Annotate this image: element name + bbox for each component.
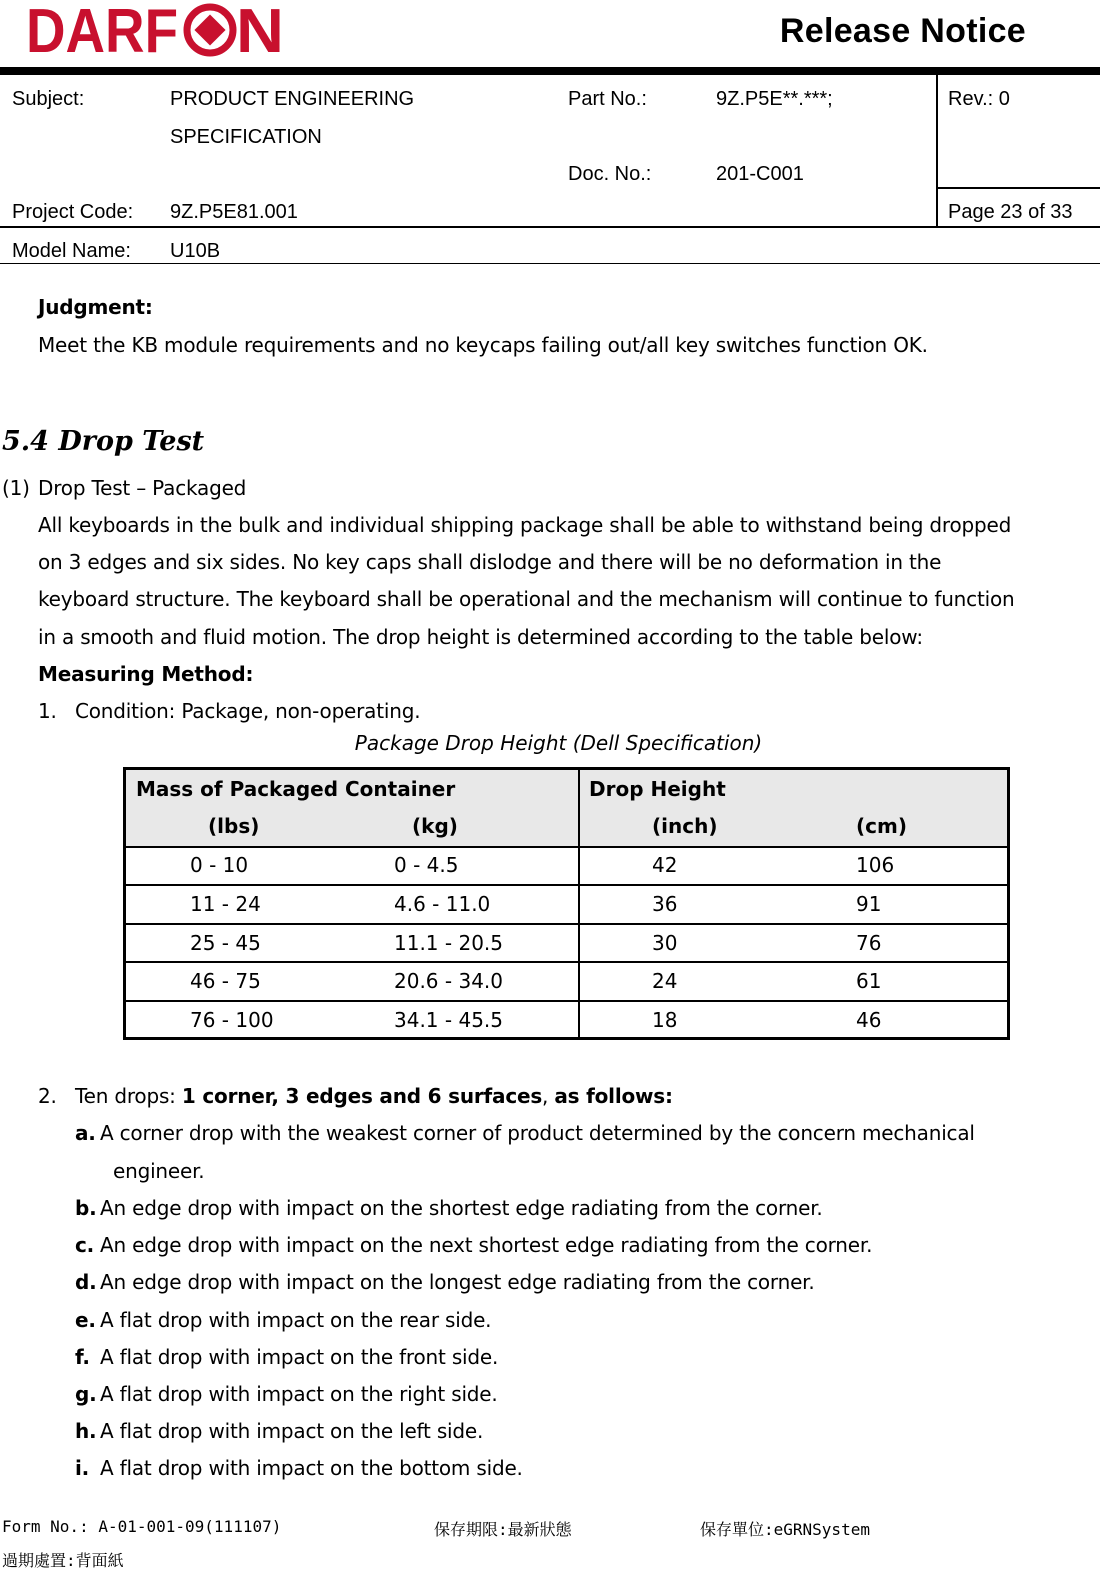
drop-item-text: An edge drop with impact on the longest edge radiating from the corner. xyxy=(100,1270,815,1294)
step1-number: 1. xyxy=(38,699,57,723)
paragraph-line: All keyboards in the bulk and individual shipping package shall be able to withstand being dropped xyxy=(38,513,1012,537)
col-header-lbs: (lbs) xyxy=(208,814,260,838)
table-row-divider xyxy=(126,1000,1007,1002)
col-header-kg: (kg) xyxy=(412,814,458,838)
table-cell: 34.1 - 45.5 xyxy=(394,1008,503,1032)
table-cell: 20.6 - 34.0 xyxy=(394,969,503,993)
drop-item-text: A flat drop with impact on the left side. xyxy=(100,1419,484,1443)
table-cell: 76 - 100 xyxy=(190,1008,274,1032)
drop-item-letter: c. xyxy=(75,1233,95,1257)
drop-item-letter: a. xyxy=(75,1121,96,1145)
table-cell: 0 - 10 xyxy=(190,853,249,877)
document-title: Release Notice xyxy=(779,12,1026,50)
paragraph-line: keyboard structure. The keyboard shall be operational and the mechanism will continue to function xyxy=(38,587,1015,611)
doc-no-value: 201-C001 xyxy=(716,163,804,185)
subject-label: Subject: xyxy=(12,88,85,110)
drop-item-text: An edge drop with impact on the shortest edge radiating from the corner. xyxy=(100,1196,823,1220)
table-cell: 11 - 24 xyxy=(190,892,261,916)
drop-item-letter: f. xyxy=(75,1345,90,1369)
table-cell: 18 xyxy=(652,1008,678,1032)
table-cell: 0 - 4.5 xyxy=(394,853,459,877)
header-divider-model xyxy=(0,263,1100,264)
svg-text:N: N xyxy=(236,2,284,58)
darfon-logo xyxy=(26,2,286,58)
drop-item-letter: d. xyxy=(75,1270,97,1294)
subject-value-line2: SPECIFICATION xyxy=(170,126,322,148)
step2-bold-follows: as follows: xyxy=(554,1084,673,1108)
table-row-divider xyxy=(126,846,1007,848)
drop-item-text: A corner drop with the weakest corner of product determined by the concern mechanical xyxy=(100,1121,975,1145)
table-cell: 4.6 - 11.0 xyxy=(394,892,491,916)
header-divider-project xyxy=(0,226,1100,228)
header-divider-rev xyxy=(936,187,1100,189)
judgment-heading: Judgment: xyxy=(38,295,153,319)
drop-item-text: A flat drop with impact on the bottom side. xyxy=(100,1456,523,1480)
drop-item-letter: g. xyxy=(75,1382,97,1406)
drop-item-continuation: engineer. xyxy=(113,1159,205,1183)
table-cell: 91 xyxy=(856,892,882,916)
step2-text xyxy=(75,1078,673,1116)
svg-text:DARF: DARF xyxy=(26,2,178,58)
measuring-heading: Measuring Method: xyxy=(38,662,254,686)
table-cell: 46 xyxy=(856,1008,882,1032)
judgment-text: Meet the KB module requirements and no keycaps failing out/all key switches function OK. xyxy=(38,333,928,357)
footer-disposal: 過期處置:背面紙 xyxy=(2,1551,124,1570)
page-number: Page 23 of 33 xyxy=(948,201,1073,223)
step1-text: Condition: Package, non-operating. xyxy=(75,699,421,723)
table-cell: 42 xyxy=(652,853,678,877)
table-row-divider xyxy=(126,884,1007,886)
model-name-value: U10B xyxy=(170,240,221,262)
drop-item-letter: h. xyxy=(75,1419,97,1443)
footer-unit: 保存單位:eGRNSystem xyxy=(700,1520,870,1539)
table-caption: Package Drop Height (Dell Specification) xyxy=(354,731,763,755)
table-cell: 106 xyxy=(856,853,895,877)
table-column-divider xyxy=(578,770,580,1037)
section-title: 5.4 Drop Test xyxy=(2,426,205,457)
drop-item-letter: i. xyxy=(75,1456,90,1480)
table-cell: 24 xyxy=(652,969,678,993)
step2-prefix: Ten drops: xyxy=(75,1084,182,1108)
drop-item-text: A flat drop with impact on the right side. xyxy=(100,1382,498,1406)
part-no-value: 9Z.P5E**.***; xyxy=(716,88,833,110)
footer-form-no: Form No.: A-01-001-09(111107) xyxy=(2,1517,282,1536)
project-code-value: 9Z.P5E81.001 xyxy=(170,201,298,223)
paragraph-line: in a smooth and fluid motion. The drop height is determined according to the table below: xyxy=(38,625,923,649)
table-cell: 11.1 - 20.5 xyxy=(394,931,503,955)
step2-number: 2. xyxy=(38,1084,57,1108)
item1-number: (1) xyxy=(2,476,30,500)
step2-separator: , xyxy=(542,1084,555,1108)
table-cell: 61 xyxy=(856,969,882,993)
table-cell: 36 xyxy=(652,892,678,916)
table-row-divider xyxy=(126,961,1007,963)
header-rule xyxy=(0,67,1100,75)
doc-no-label: Doc. No.: xyxy=(568,163,652,185)
drop-item-letter: b. xyxy=(75,1196,97,1220)
footer-retention: 保存期限:最新狀態 xyxy=(434,1520,572,1539)
col-header-inch: (inch) xyxy=(652,814,718,838)
revision-label: Rev.: 0 xyxy=(948,88,1010,110)
header-divider-vertical xyxy=(936,75,938,227)
step2-bold-counts: 1 corner, 3 edges and 6 surfaces xyxy=(181,1084,543,1108)
drop-item-text: A flat drop with impact on the rear side. xyxy=(100,1308,492,1332)
part-no-label: Part No.: xyxy=(568,88,647,110)
drop-item-text: An edge drop with impact on the next shortest edge radiating from the corner. xyxy=(100,1233,873,1257)
subject-value-line1: PRODUCT ENGINEERING xyxy=(170,88,415,110)
drop-height-table xyxy=(123,767,1010,1040)
table-cell: 25 - 45 xyxy=(190,931,261,955)
model-name-label: Model Name: xyxy=(12,240,131,262)
paragraph-line: on 3 edges and six sides. No key caps shall dislodge and there will be no deformation in the xyxy=(38,550,942,574)
col-group-mass: Mass of Packaged Container xyxy=(136,777,456,801)
table-row-divider xyxy=(126,923,1007,925)
table-cell: 46 - 75 xyxy=(190,969,261,993)
col-header-cm: (cm) xyxy=(856,814,907,838)
drop-item-text: A flat drop with impact on the front side. xyxy=(100,1345,499,1369)
col-group-drop-height: Drop Height xyxy=(589,777,726,801)
project-code-label: Project Code: xyxy=(12,201,134,223)
drop-item-letter: e. xyxy=(75,1308,96,1332)
item1-title: Drop Test – Packaged xyxy=(38,476,247,500)
table-cell: 30 xyxy=(652,931,678,955)
table-cell: 76 xyxy=(856,931,882,955)
